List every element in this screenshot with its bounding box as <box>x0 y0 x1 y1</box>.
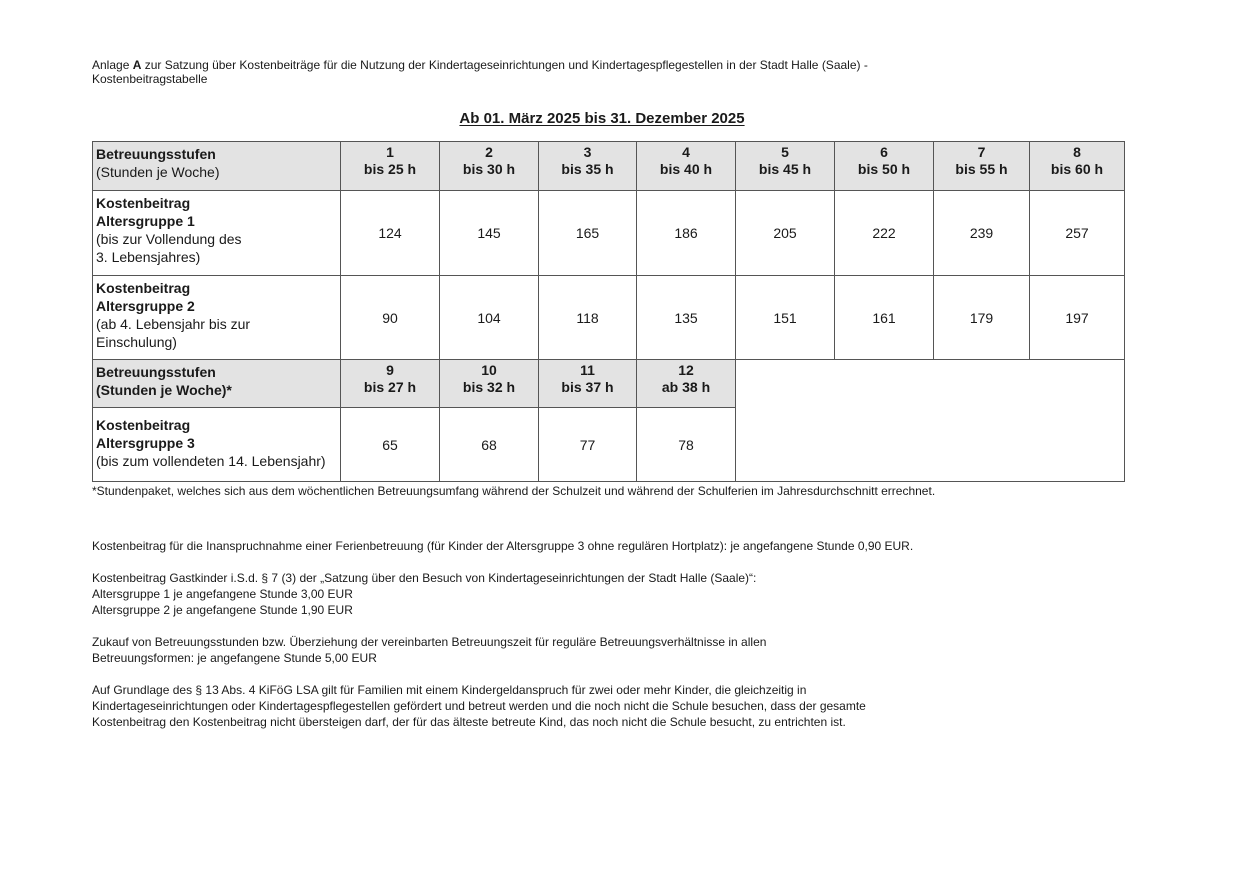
document-heading <box>92 58 868 72</box>
stufen3-label-bold: (Stunden je Woche)* <box>96 382 232 398</box>
stufe-cell <box>440 142 539 191</box>
stufe-cell <box>341 360 440 408</box>
fee-value: 65 <box>341 408 440 482</box>
stufen3-label-bold: Betreuungsstufen <box>96 364 216 380</box>
stufe-hours: bis 60 h <box>1050 161 1104 177</box>
fee-value: 124 <box>341 191 440 276</box>
group2-label-line: Altersgruppe 2 <box>96 298 195 314</box>
stufe-number: 12 <box>678 362 694 378</box>
stufe-number: 11 <box>580 362 595 378</box>
heading-annex-letter: A <box>132 58 142 72</box>
fee-value: 104 <box>440 276 539 360</box>
stufe-hours: ab 38 h <box>661 379 711 395</box>
stufe-number: 9 <box>386 362 394 378</box>
heading-text: zur Satzung über Kostenbeiträge für die Nutzung der Kindertageseinrichtungen und Kindertagespflegestellen in der Stadt Halle (Saale) - <box>141 58 868 72</box>
fee-value: 77 <box>539 408 637 482</box>
fee-value: 90 <box>341 276 440 360</box>
zukauf-line: Betreuungsformen: je angefangene Stunde 5,00 EUR <box>92 651 377 665</box>
table-header-row-group3 <box>93 360 1125 408</box>
fee-value: 78 <box>637 408 736 482</box>
stufe-hours: bis 55 h <box>955 161 1008 177</box>
zukauf-line: Zukauf von Betreuungsstunden bzw. Überziehung der vereinbarten Betreuungszeit für reguläre Betreuungsverhältnisse in allen <box>92 635 767 649</box>
group1-label-cell <box>93 191 341 276</box>
stufe-number: 7 <box>977 144 986 160</box>
stufe-number: 2 <box>485 144 493 160</box>
group3-label-line: Kostenbeitrag <box>96 417 191 433</box>
group1-label-line: 3. Lebensjahres) <box>96 249 201 265</box>
grundlage-line: Kindertageseinrichtungen oder Kindertagespflegestellen gefördert und betreut werden und die noch nicht die Schule besuchen, dass der gesamte <box>92 699 866 713</box>
fee-value: 68 <box>440 408 539 482</box>
grundlage-line: Auf Grundlage des § 13 Abs. 4 KiFöG LSA gilt für Familien mit einem Kindergeldanspruch für zwei oder mehr Kinder, die gleichzeitig in <box>92 683 807 697</box>
fee-value: 239 <box>934 191 1030 276</box>
stufe-hours: bis 30 h <box>462 161 516 177</box>
stufe-cell <box>637 360 736 408</box>
gast-line: Kostenbeitrag Gastkinder i.S.d. § 7 (3) der „Satzung über den Besuch von Kindertageseinrichtungen der Stadt Halle (Saale)“: <box>92 571 757 585</box>
fee-value: 161 <box>835 276 934 360</box>
stufe-hours: bis 45 h <box>758 161 812 177</box>
stufe-number: 1 <box>386 144 394 160</box>
fee-table <box>92 141 1125 482</box>
fee-value: 186 <box>637 191 736 276</box>
stufe-hours: bis 50 h <box>857 161 911 177</box>
table-header-row <box>93 142 1125 191</box>
group3-label-line: Altersgruppe 3 <box>96 435 195 451</box>
stufe-hours: bis 32 h <box>462 379 516 395</box>
stufe-hours: bis 25 h <box>363 161 417 177</box>
document-subheading: Kostenbeitragstabelle <box>92 72 208 86</box>
group2-label-cell <box>93 276 341 360</box>
stufe-hours: bis 35 h <box>561 161 614 177</box>
stufe-number: 8 <box>1073 144 1081 160</box>
stufe-number: 5 <box>781 144 789 160</box>
stufe-cell <box>637 142 736 191</box>
fee-value: 135 <box>637 276 736 360</box>
fee-value: 222 <box>835 191 934 276</box>
page-title <box>0 110 1204 127</box>
empty-cell <box>736 360 1125 482</box>
table-row-group2 <box>93 276 1125 360</box>
fee-value: 145 <box>440 191 539 276</box>
heading-prefix: Anlage <box>92 58 133 72</box>
fee-value: 179 <box>934 276 1030 360</box>
stufe-cell <box>539 360 637 408</box>
stufen-label-cell <box>93 142 341 191</box>
stufe-cell <box>440 360 539 408</box>
grundlage-paragraph <box>92 682 866 730</box>
stufe-number: 6 <box>880 144 888 160</box>
stufe-hours: bis 27 h <box>363 379 417 395</box>
group2-label-line: Einschulung) <box>96 334 177 350</box>
ferien-paragraph: Kostenbeitrag für die Inanspruchnahme einer Ferienbetreuung (für Kinder der Altersgruppe 3 ohne regulären Hortplatz): je angefangene Stunde 0,90 EUR. <box>92 539 914 553</box>
stufe-cell <box>341 142 440 191</box>
gast-line: Altersgruppe 1 je angefangene Stunde 3,00 EUR <box>92 587 353 601</box>
fee-value: 197 <box>1030 276 1125 360</box>
group1-label-line: (bis zur Vollendung des <box>96 231 242 247</box>
stufen3-label-cell <box>93 360 341 408</box>
stufe-hours: bis 37 h <box>561 379 614 395</box>
group1-label-line: Kostenbeitrag <box>96 195 191 211</box>
stufe-cell <box>736 142 835 191</box>
stufe-cell <box>1030 142 1125 191</box>
stufe-hours: bis 40 h <box>659 161 713 177</box>
stufe-number: 3 <box>583 144 592 160</box>
fee-value: 257 <box>1030 191 1125 276</box>
gast-line: Altersgruppe 2 je angefangene Stunde 1,90 EUR <box>92 603 353 617</box>
group3-label-line: (bis zum vollendeten 14. Lebensjahr) <box>96 453 326 469</box>
table-row-group1 <box>93 191 1125 276</box>
group2-label-line: (ab 4. Lebensjahr bis zur <box>96 316 251 332</box>
grundlage-line: Kostenbeitrag den Kostenbeitrag nicht übersteigen darf, der für das älteste betreute Kind, das noch nicht die Schule besucht, zu entrichten ist. <box>92 715 846 729</box>
stufe-cell <box>835 142 934 191</box>
fee-value: 118 <box>539 276 637 360</box>
stufe-number: 10 <box>481 362 497 378</box>
group1-label-line: Altersgruppe 1 <box>96 213 195 229</box>
page-title-text: Ab 01. März 2025 bis 31. Dezember 2025 <box>459 110 745 127</box>
table-footnote: *Stundenpaket, welches sich aus dem wöchentlichen Betreuungsumfang während der Schulzeit und während der Schulferien im Jahresdurchschnitt errechnet. <box>92 484 936 498</box>
fee-value: 151 <box>736 276 835 360</box>
stufe-cell <box>934 142 1030 191</box>
stufen-label-normal: (Stunden je Woche) <box>96 164 220 180</box>
fee-value: 205 <box>736 191 835 276</box>
stufe-cell <box>539 142 637 191</box>
group2-label-line: Kostenbeitrag <box>96 280 191 296</box>
stufen-label-bold: Betreuungsstufen <box>96 146 216 162</box>
fee-value: 165 <box>539 191 637 276</box>
zukauf-paragraph <box>92 634 766 666</box>
gast-paragraph <box>92 570 756 618</box>
stufe-number: 4 <box>682 144 690 160</box>
group3-label-cell <box>93 408 341 482</box>
